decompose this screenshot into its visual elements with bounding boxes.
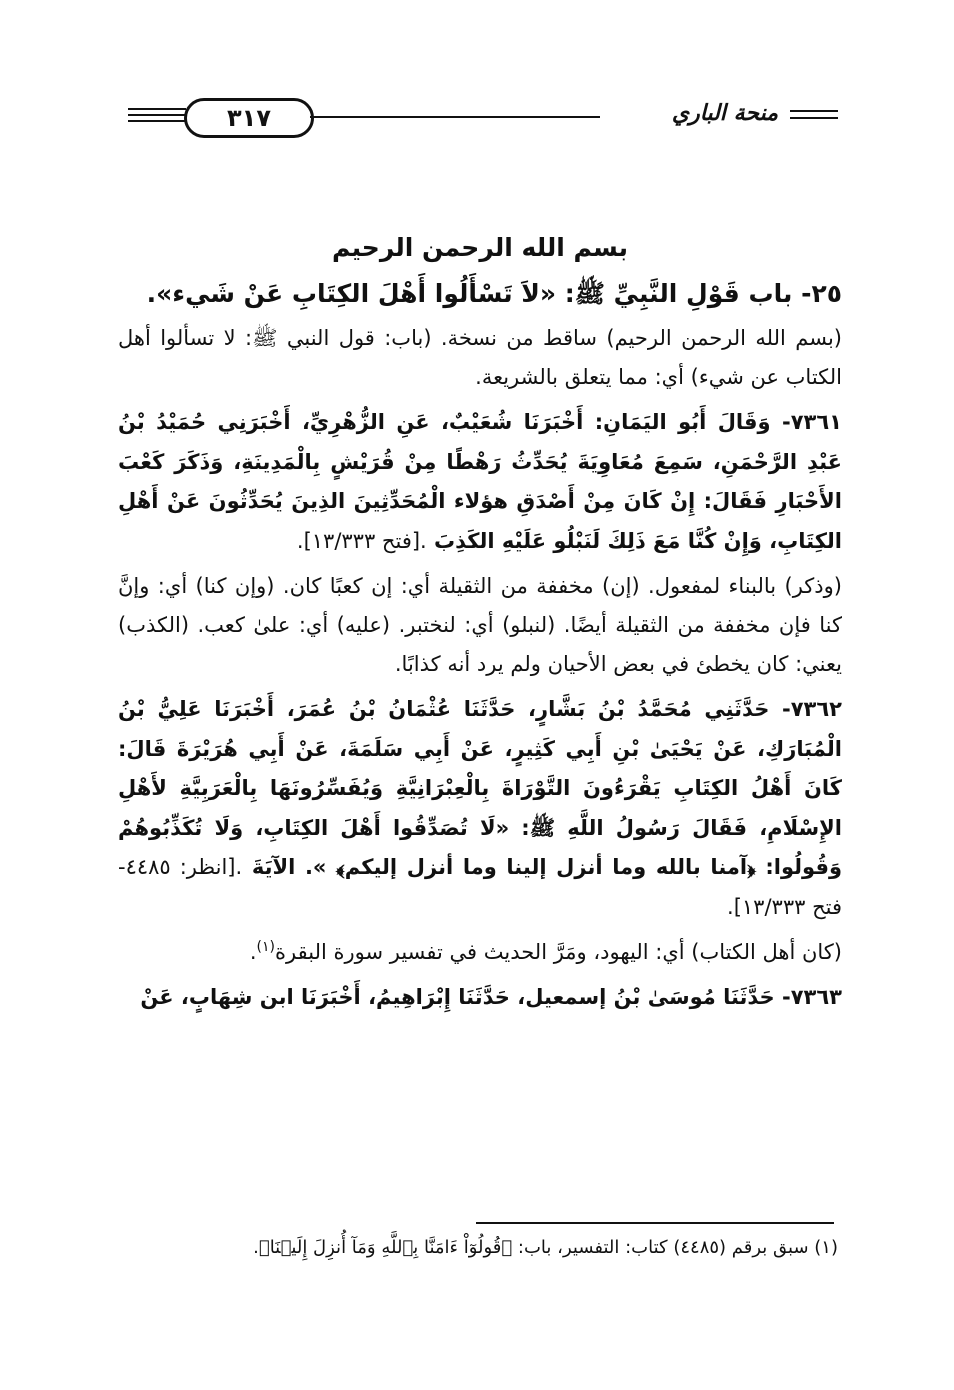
hadith-7361-text: ٧٣٦١- وَقَالَ أَبُو اليَمَانِ: أَخْبَرَنَا شُعَيْبٌ، عَنِ الزُّهْرِيِّ، أَخْبَرَنِي حُمَيْدُ بْنُ عَبْدِ الرَّحْمَنِ، سَمِعَ مُعَاوِيَةَ يُحَدِّثُ رَهْطًا مِنْ قُرَيْشٍ بِالْمَدِينَةِ، وَذَكَرَ كَعْبَ الأَحْبَارِ فَقَالَ: إِنْ كَانَ مِنْ أَصْدَقِ هؤلاء الْمُحَدِّثِينَ الذِينَ يُحَدِّثُونَ عَنْ أَهْلِ الكِتَابِ، وَإِنْ كُنَّا مَعَ ذَلِكَ لَنَبْلُو عَلَيْهِ الكَذِبَ [118, 410, 842, 553]
page-body [118, 225, 842, 1024]
hadith-7362-reference: .[انظر: ٤٤٨٥- فتح ١٣/٣٣٣]. [118, 855, 842, 919]
footnote-separator [476, 1222, 834, 1224]
hadith-7362 [118, 690, 842, 927]
page-number: ٣١٧ [184, 98, 314, 138]
book-title: منحة الباري [671, 100, 778, 126]
header-rule-left [128, 108, 186, 110]
hadith-7361 [118, 403, 842, 561]
commentary-3-text: (كان أهل الكتاب) أي: اليهود، ومَرَّ الحديث في تفسير سورة البقرة [275, 940, 842, 964]
hadith-7363: ٧٣٦٣- حَدَّثَنَا مُوسَىٰ بْنُ إسمعيل، حَدَّثَنَا إِبْرَاهِيمُ، أَخْبَرَنَا ابن شِهَابٍ، عَنْ [140, 985, 842, 1009]
page-header [128, 92, 838, 142]
header-rule-right-2 [790, 117, 838, 119]
commentary-1: (بسم الله الرحمن الرحيم) ساقط من نسخة. (باب: قول النبي ﷺ: لا تسألوا أهل الكتاب عن شيء) أي: مما يتعلق بالشريعة. [118, 326, 842, 389]
basmala: بسم الله الرحمن الرحيم [332, 233, 628, 262]
footnote-1: (١) سبق برقم (٤٤٨٥) كتاب: التفسير، باب: ﴿قُولُوٓاْ ءَامَنَّا بِٱللَّهِ وَمَآ أُنزِلَ إِلَيۡنَا﴾. [253, 1237, 838, 1258]
commentary-2: (وذكر) بالبناء لمفعول. (إن) مخففة من الثقيلة أي: إن كعبًا كان. (وإن كنا) أي: وإنَّ كنا فإن مخففة من الثقيلة أيضًا. (لنبلو) أي: لنختبر. (عليه) أي: علىٰ كعب. (الكذب) يعني: كان يخطئ في بعض الأحيان ولم يرد أنه كذابًا. [118, 574, 842, 676]
header-line [310, 116, 600, 118]
header-rule-left-3 [128, 120, 186, 122]
commentary-3-end: . [249, 940, 257, 964]
hadith-7361-reference: .[فتح ١٣/٣٣٣]. [296, 528, 427, 553]
footnote-marker[interactable]: (١) [256, 939, 276, 955]
hadith-7362-text: ٧٣٦٢- حَدَّثَنِي مُحَمَّدُ بْنُ بَشَّارٍ، حَدَّثَنَا عُثْمَانُ بْنُ عُمَرَ، أَخْبَرَنَا عَلِيُّ بْنُ الْمُبَارَكِ، عَنْ يَحْيَىٰ بْنِ أَبِي كَثِيرٍ، عَنْ أَبِي سَلَمَةَ، عَنْ أَبِي هُرَيْرَةَ قَالَ: كَانَ أَهْلُ الكِتَابِ يَقْرَءُونَ التَّوْرَاةَ بِالْعِبْرَانِيَّةِ وَيُفَسِّرُونَهَا بِالْعَرَبِيَّةِ لأَهْلِ الإِسْلَامِ، فَقَالَ رَسُولُ اللَّهِ ﷺ: «لَا تُصَدِّقُوا أَهْلَ الكِتَابِ، وَلَا تُكَذِّبُوهُمْ وَقُولُوا: ﴿آمنا بالله وما أنزل إلينا وما أنزل إليكم﴾ ». الآيَةَ [118, 697, 843, 879]
commentary-3 [118, 933, 842, 972]
header-rule-left-2 [128, 114, 186, 116]
header-rule-right [790, 110, 838, 112]
chapter-heading: ٢٥- باب قَوْلِ النَّبِيِّ ﷺ: «لاَ تَسْأَلُوا أَهْلَ الكِتَابِ عَنْ شَيء». [146, 279, 842, 308]
